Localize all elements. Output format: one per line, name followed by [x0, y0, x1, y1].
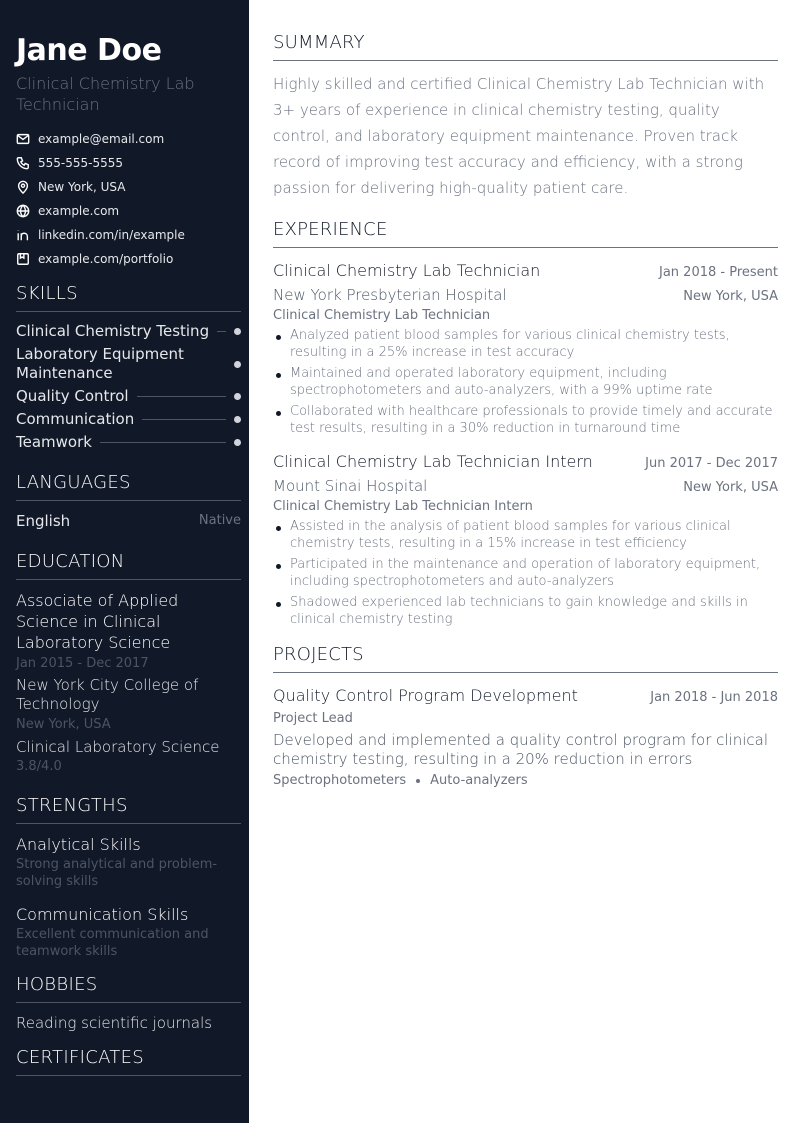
summary-heading: SUMMARY — [273, 32, 778, 61]
skill-item — [16, 387, 241, 406]
linkedin-icon — [16, 228, 30, 242]
skill-name: Clinical Chemistry Testing — [16, 322, 210, 340]
contact-website[interactable] — [16, 199, 241, 223]
tag-separator — [416, 779, 420, 783]
skill-item — [16, 410, 241, 429]
contact-website-text: example.com — [38, 204, 120, 218]
education-heading: EDUCATION — [16, 551, 241, 580]
job-dates: Jun 2017 - Dec 2017 — [645, 456, 778, 471]
skill-item — [16, 345, 241, 383]
language-item — [16, 511, 241, 531]
languages-heading: LANGUAGES — [16, 472, 241, 501]
hobbies-section — [16, 974, 241, 1033]
contact-email-text: example@email.com — [38, 132, 165, 146]
contact-linkedin-text: linkedin.com/in/example — [38, 228, 185, 242]
contact-list — [16, 127, 241, 271]
language-name: English — [16, 512, 71, 530]
skill-divider — [217, 331, 226, 332]
globe-icon — [16, 204, 30, 218]
project-tag: Spectrophotometers — [273, 773, 407, 788]
hobby-item: Reading scientific journals — [16, 1014, 213, 1032]
candidate-name: Jane Doe — [16, 33, 162, 68]
skill-name: Teamwork — [16, 433, 92, 451]
project-dates: Jan 2018 - Jun 2018 — [650, 690, 778, 705]
contact-email[interactable] — [16, 127, 241, 151]
skill-divider — [142, 419, 226, 420]
job-company: New York Presbyterian Hospital — [273, 286, 507, 304]
experience-heading: EXPERIENCE — [273, 219, 778, 248]
skill-dot — [234, 328, 241, 335]
skill-name: Laboratory Equipment Maintenance — [16, 345, 184, 382]
projects-heading: PROJECTS — [273, 644, 778, 673]
contact-location — [16, 175, 241, 199]
project-item — [273, 683, 778, 788]
certificates-section — [16, 1047, 241, 1076]
skill-dot — [234, 439, 241, 446]
contact-location-text: New York, USA — [38, 180, 126, 194]
job-bullet: Assisted in the analysis of patient blood samples for various clinical chemistry tests, resulting in a 15% increase in test efficiency — [273, 518, 778, 552]
projects-section — [273, 644, 778, 788]
language-level: Native — [198, 513, 241, 528]
project-role: Project Lead — [273, 711, 353, 726]
strengths-heading: STRENGTHS — [16, 795, 241, 824]
job-bullet: Collaborated with healthcare professionals to provide timely and accurate test results, resulting in a 30% reduction in turnaround time — [273, 403, 778, 437]
hobbies-heading: HOBBIES — [16, 974, 241, 1003]
skills-heading: SKILLS — [16, 283, 241, 312]
strength-desc: Excellent communication and teamwork skills — [16, 927, 209, 959]
contact-portfolio[interactable] — [16, 247, 241, 271]
skill-name: Communication — [16, 410, 135, 428]
job-title: Clinical Chemistry Lab Technician Intern — [273, 452, 593, 471]
education-school: New York City College of Technology — [16, 676, 199, 713]
job-bullets — [273, 327, 778, 437]
skill-item — [16, 433, 241, 452]
experience-item — [273, 449, 778, 628]
job-company: Mount Sinai Hospital — [273, 477, 428, 495]
education-field: Clinical Laboratory Science — [16, 738, 220, 756]
job-bullet: Analyzed patient blood samples for various clinical chemistry tests, resulting in a 25% increase in test accuracy — [273, 327, 778, 361]
job-bullet: Participated in the maintenance and operation of laboratory equipment, including spectrophotometers and auto-analyzers — [273, 556, 778, 590]
contact-phone-text: 555-555-5555 — [38, 156, 124, 170]
job-bullets — [273, 518, 778, 628]
project-title: Quality Control Program Development — [273, 686, 578, 705]
project-tags — [273, 773, 778, 788]
location-icon — [16, 180, 30, 194]
project-tag: Auto-analyzers — [430, 773, 528, 788]
education-location: New York, USA — [16, 717, 111, 732]
certificates-heading: CERTIFICATES — [16, 1047, 241, 1076]
contact-portfolio-text: example.com/portfolio — [38, 252, 174, 266]
contact-linkedin[interactable] — [16, 223, 241, 247]
phone-icon — [16, 156, 30, 170]
experience-section — [273, 219, 778, 628]
skill-name: Quality Control — [16, 387, 129, 405]
skill-item — [16, 322, 241, 341]
portfolio-icon — [16, 252, 30, 266]
strengths-section — [16, 795, 241, 960]
summary-text: Highly skilled and certified Clinical Chemistry Lab Technician with 3+ years of experience in clinical chemistry testing, quality control, and laboratory equipment maintenance. Proven track record of improving test accuracy and efficiency, with a strong passion for delivering high-quality patient care. — [273, 75, 765, 197]
skills-section — [16, 283, 241, 452]
education-gpa: 3.8/4.0 — [16, 759, 62, 774]
contact-phone[interactable] — [16, 151, 241, 175]
skill-divider — [194, 364, 226, 365]
strength-desc: Strong analytical and problem-solving skills — [16, 857, 218, 889]
skill-dot — [234, 416, 241, 423]
job-bullet: Maintained and operated laboratory equipment, including spectrophotometers and auto-analyzers, with a 99% uptime rate — [273, 365, 778, 399]
skill-dot — [234, 361, 241, 368]
candidate-title: Clinical Chemistry Lab Technician — [16, 74, 195, 114]
job-role: Clinical Chemistry Lab Technician — [273, 308, 491, 323]
job-bullet: Shadowed experienced lab technicians to gain knowledge and skills in clinical chemistry testing — [273, 594, 778, 628]
experience-item — [273, 258, 778, 437]
strength-title: Analytical Skills — [16, 835, 141, 854]
skill-dot — [234, 393, 241, 400]
education-section — [16, 551, 241, 777]
languages-section — [16, 472, 241, 531]
education-degree: Associate of Applied Science in Clinical Laboratory Science — [16, 591, 179, 652]
strength-title: Communication Skills — [16, 905, 189, 924]
job-dates: Jan 2018 - Present — [659, 265, 778, 280]
job-location: New York, USA — [683, 289, 778, 304]
main-content — [273, 32, 778, 788]
summary-section — [273, 32, 778, 201]
job-role: Clinical Chemistry Lab Technician Intern — [273, 499, 533, 514]
skill-divider — [100, 442, 226, 443]
email-icon — [16, 132, 30, 146]
job-location: New York, USA — [683, 480, 778, 495]
project-description: Developed and implemented a quality control program for clinical chemistry testing, resulting in a 20% reduction in errors — [273, 731, 769, 768]
skill-divider — [137, 396, 226, 397]
job-title: Clinical Chemistry Lab Technician — [273, 261, 541, 280]
sidebar — [0, 0, 249, 1123]
education-dates: Jan 2015 - Dec 2017 — [16, 656, 149, 671]
